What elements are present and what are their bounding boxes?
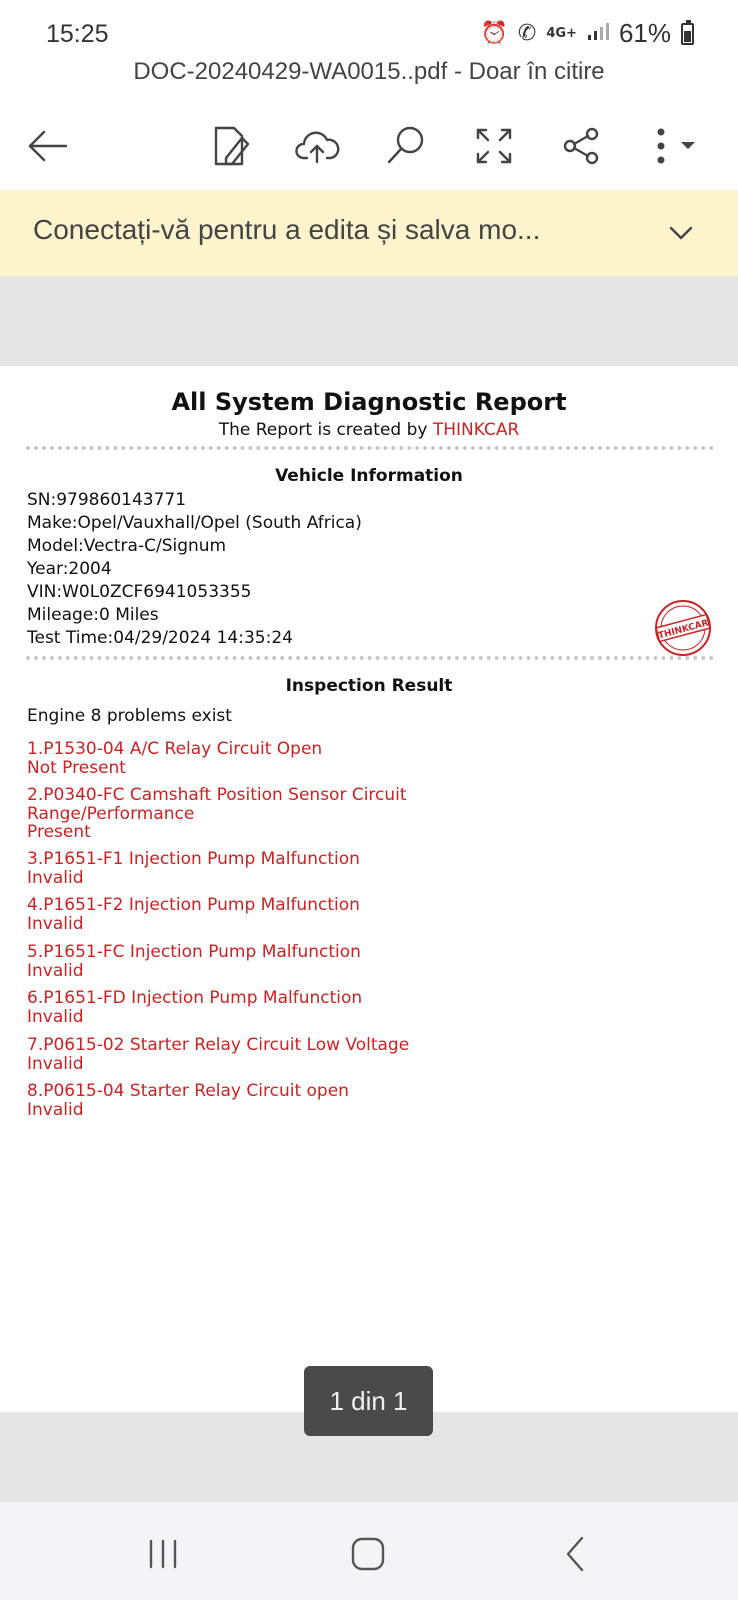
document-title: DOC-20240429-WA0015..pdf - Doar în citire: [133, 58, 605, 85]
page-gutter-top: [0, 276, 738, 366]
report-brand: THINKCAR: [432, 420, 520, 440]
more-options-icon[interactable]: [642, 120, 712, 172]
vehicle-info-line: Model:Vectra-C/Signum: [27, 536, 227, 556]
sign-in-banner[interactable]: [0, 190, 738, 276]
share-icon[interactable]: [556, 120, 608, 172]
pdf-page[interactable]: [0, 366, 738, 1412]
vehicle-info-line: SN:979860143771: [27, 490, 187, 510]
problem-status: Present: [27, 822, 91, 842]
problem-code: 1.P1530-04 A/C Relay Circuit Open: [27, 739, 323, 759]
problem-item: [27, 850, 360, 887]
status-time: 15:25: [46, 20, 109, 48]
vehicle-info-line: Make:Opel/Vauxhall/Opel (South Africa): [27, 513, 362, 533]
problem-status: Invalid: [27, 867, 84, 888]
inspection-result-heading: Inspection Result: [285, 676, 453, 696]
problem-status: Range/Performance: [27, 803, 195, 824]
problem-item: [27, 943, 361, 980]
problem-code: 5.P1651-FC Injection Pump Malfunction: [27, 942, 361, 962]
back-icon[interactable]: [554, 1532, 598, 1576]
problem-code: 3.P1651-F1 Injection Pump Malfunction: [27, 849, 360, 869]
problem-item: [27, 896, 360, 933]
back-arrow-icon[interactable]: [22, 120, 74, 172]
problem-item: [27, 740, 322, 777]
svg-text:THINKCAR: THINKCAR: [657, 618, 710, 642]
vehicle-info-line: Mileage:0 Miles: [27, 605, 159, 625]
problem-status: Invalid: [27, 913, 84, 934]
alarm-icon: ⏰: [480, 21, 508, 46]
battery-percent: 61%: [618, 18, 671, 48]
dotted-divider: [26, 446, 714, 450]
problem-code: 4.P1651-F2 Injection Pump Malfunction: [27, 895, 360, 915]
fullscreen-icon[interactable]: [468, 120, 520, 172]
status-bar: [0, 0, 738, 60]
vehicle-info-heading: Vehicle Information: [275, 466, 463, 486]
edit-pdf-icon[interactable]: [206, 120, 258, 172]
problem-status: Invalid: [27, 1053, 84, 1074]
wifi-call-icon: ✆: [517, 21, 537, 46]
problems-summary: Engine 8 problems exist: [27, 706, 232, 726]
problem-status: Invalid: [27, 960, 84, 981]
cloud-upload-icon[interactable]: [292, 120, 344, 172]
problem-code: 8.P0615-04 Starter Relay Circuit open: [27, 1081, 349, 1101]
signal-icon: [587, 21, 609, 47]
toolbar: [0, 112, 738, 182]
home-icon[interactable]: [346, 1532, 390, 1576]
problem-status: Invalid: [27, 1006, 84, 1027]
problem-item: [27, 786, 407, 842]
recent-apps-icon[interactable]: [141, 1532, 185, 1576]
problem-item: [27, 1036, 409, 1073]
battery-icon: [681, 23, 694, 45]
search-icon[interactable]: [380, 120, 432, 172]
report-title: All System Diagnostic Report: [171, 388, 567, 416]
problem-code: 2.P0340-FC Camshaft Position Sensor Circuit: [27, 785, 407, 805]
vehicle-info-line: Year:2004: [27, 559, 112, 579]
problem-item: [27, 1082, 349, 1119]
system-nav-bar: [0, 1502, 738, 1600]
problem-code: 6.P1651-FD Injection Pump Malfunction: [27, 988, 363, 1008]
vehicle-info-line: Test Time:04/29/2024 14:35:24: [27, 628, 293, 648]
network-4g-icon: 4G+: [546, 26, 577, 41]
vehicle-info-line: VIN:W0L0ZCF6941053355: [27, 582, 252, 602]
problem-code: 7.P0615-02 Starter Relay Circuit Low Voltage: [27, 1035, 410, 1055]
banner-text: Conectați-vă pentru a edita și salva mo...: [33, 214, 541, 245]
problem-item: [27, 989, 362, 1026]
chevron-down-icon[interactable]: [664, 216, 698, 250]
page-indicator: 1 din 1: [304, 1366, 433, 1436]
status-icons: [481, 18, 695, 49]
problem-status: Invalid: [27, 1099, 84, 1120]
dotted-divider: [26, 656, 714, 660]
problem-status: Not Present: [27, 757, 126, 778]
report-subtitle: [0, 420, 738, 440]
thinkcar-stamp: [653, 598, 713, 658]
report-subtitle-prefix: The Report is created by: [218, 420, 433, 440]
